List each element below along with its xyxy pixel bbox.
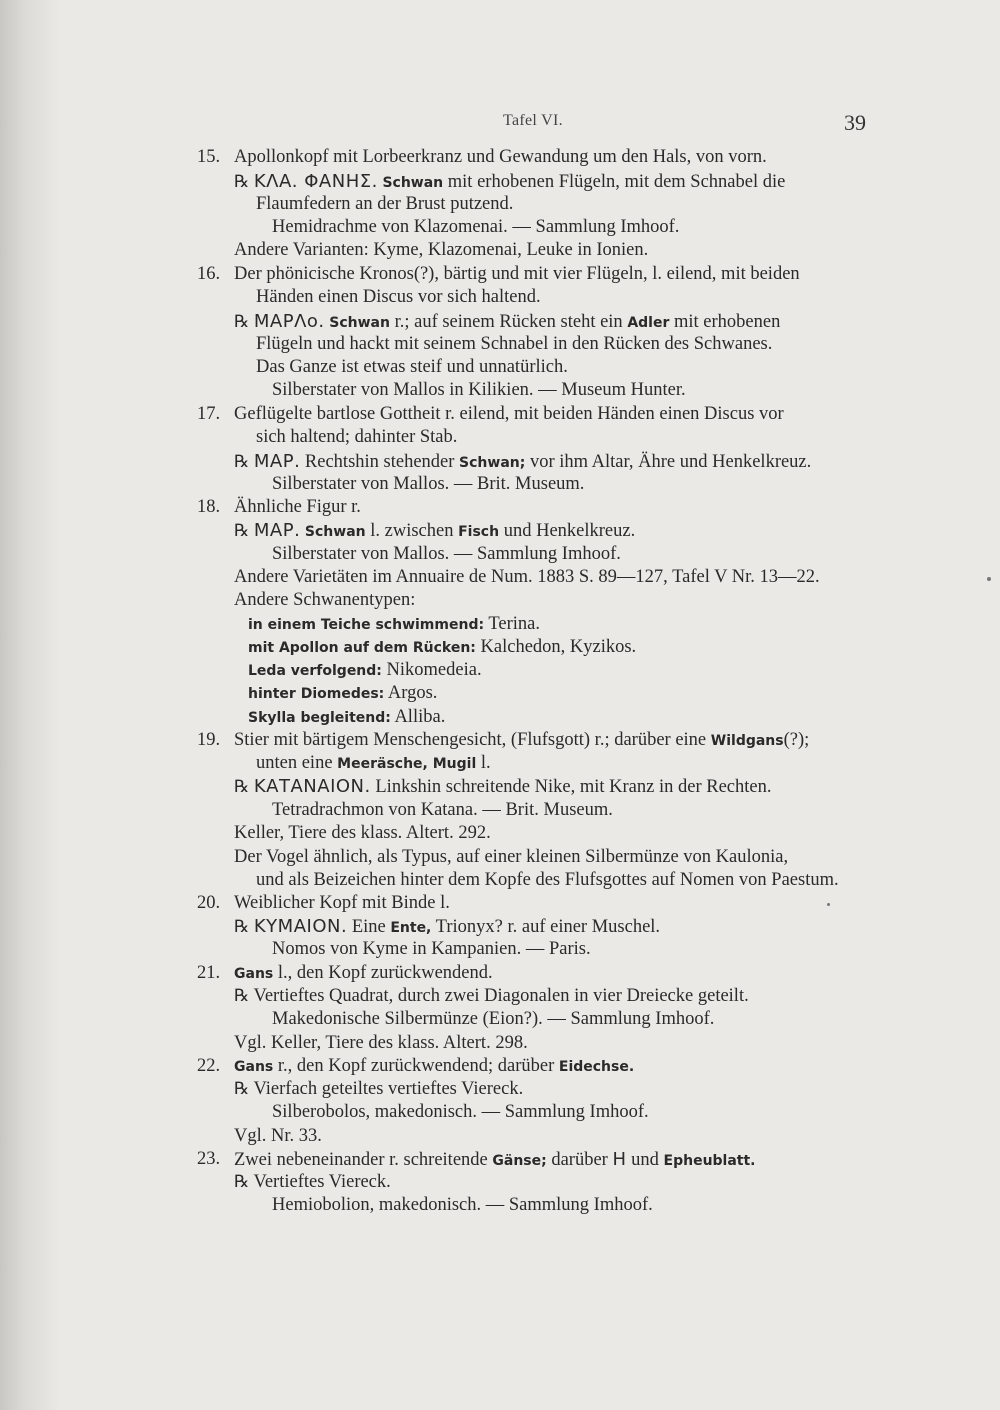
entry-line — [234, 1055, 634, 1078]
bold-term: Adler — [627, 315, 670, 331]
recipe-symbol: ℞ — [234, 777, 250, 797]
entry-text: Andere Schwanentypen: — [234, 590, 416, 610]
entry-number: 16. — [197, 264, 221, 284]
provenance: Silberobolos, makedonisch. — Sammlung Imhoof. — [272, 1102, 649, 1122]
reverse-line — [234, 915, 660, 938]
entry-text: Flügeln und hackt mit seinem Schnabel in den Rücken des Schwanes. — [256, 334, 773, 354]
page-number: 39 — [844, 110, 866, 135]
bold-term: Fisch — [458, 524, 500, 540]
entry-text: Händen einen Discus vor sich haltend. — [256, 287, 541, 307]
provenance: Hemiobolion, makedonisch. — Sammlung Imhoof. — [272, 1195, 653, 1215]
entry-text: Eine — [347, 917, 391, 937]
reverse-line — [234, 450, 811, 473]
entry-text: Vertieftes Viereck. — [249, 1172, 391, 1192]
recipe-symbol: ℞ — [234, 172, 250, 192]
bold-term: Wildgans — [710, 733, 784, 749]
recipe-symbol: ℞ — [234, 917, 250, 937]
running-header — [0, 110, 1000, 140]
bold-term: Ente, — [390, 920, 432, 936]
entry-text: Vertieftes Quadrat, durch zwei Diagonalen in vier Dreiecke geteilt. — [249, 986, 749, 1006]
entry-number: 18. — [197, 497, 221, 517]
greek-legend: ΚΑΤΑΝΑΙΟΝ. — [253, 776, 371, 797]
greek-letter: Η — [612, 1149, 627, 1170]
entry-text: Ähnliche Figur r. — [234, 497, 361, 517]
bold-term: Eidechse. — [558, 1059, 635, 1075]
entry-line — [234, 1148, 756, 1171]
reference: Keller, Tiere des klass. Altert. 292. — [234, 823, 491, 843]
reference: Vgl. Keller, Tiere des klass. Altert. 298. — [234, 1033, 528, 1053]
provenance: Nomos von Kyme in Kampanien. — Paris. — [272, 939, 591, 959]
type-list-item — [248, 613, 540, 636]
entry-text: und als Beizeichen hinter dem Kopfe des Flufsgottes auf Nomen von Paestum. — [256, 870, 839, 890]
bold-term: Epheublatt. — [663, 1153, 756, 1169]
recipe-symbol: ℞ — [234, 521, 250, 541]
entry-text: und — [626, 1150, 664, 1170]
entry-number: 19. — [197, 730, 221, 750]
entry-text: Andere Varietäten im Annuaire de Num. 1883 S. 89—127, Tafel V Nr. 13—22. — [234, 567, 820, 587]
recipe-symbol: ℞ — [234, 1172, 250, 1192]
entry-text: Apollonkopf mit Lorbeerkranz und Gewandung um den Hals, von vorn. — [234, 147, 767, 167]
entry-text: r.; auf seinem Rücken steht ein — [389, 312, 628, 332]
bold-term: mit Apollon auf dem Rücken: — [248, 640, 476, 656]
entry-text: unten eine — [256, 753, 338, 773]
greek-legend: ΚΥΜΑΙΟΝ. — [253, 916, 348, 937]
provenance: Makedonische Silbermünze (Eion?). — Sammlung Imhoof. — [272, 1009, 715, 1029]
entry-text: Stier mit bärtigem Menschengesicht, (Flufsgott) r.; darüber eine — [234, 730, 711, 750]
entry-number: 21. — [197, 963, 221, 983]
entry-text: l., den Kopf zurückwendend. — [273, 963, 493, 983]
bold-term: Gans — [234, 966, 274, 982]
entry-text: Zwei nebeneinander r. schreitende — [234, 1150, 493, 1170]
reverse-line — [234, 1078, 523, 1101]
entry-number: 15. — [197, 147, 221, 167]
reverse-line — [234, 310, 780, 333]
entry-text: Geflügelte bartlose Gottheit r. eilend, mit beiden Händen einen Discus vor — [234, 404, 784, 424]
provenance: Silberstater von Mallos. — Sammlung Imhoof. — [272, 544, 621, 564]
entry-text: sich haltend; dahinter Stab. — [256, 427, 458, 447]
entry-line — [234, 729, 809, 752]
entry-text: Weiblicher Kopf mit Binde l. — [234, 893, 450, 913]
bold-term: Gänse; — [492, 1153, 547, 1169]
entry-text: l. zwischen — [365, 521, 459, 541]
entry-number: 22. — [197, 1056, 221, 1076]
entry-text: mit erhobenen — [669, 312, 781, 332]
entry-text: Flaumfedern an der Brust putzend. — [256, 194, 514, 214]
entry-text: Trionyx? r. auf einer Muschel. — [431, 917, 661, 937]
provenance: Silberstater von Mallos. — Brit. Museum. — [272, 474, 585, 494]
entry-number: 23. — [197, 1149, 221, 1169]
plate-title: Tafel VI. — [503, 112, 563, 129]
type-list-item — [248, 706, 445, 729]
provenance: Silberstater von Mallos in Kilikien. — Museum Hunter. — [272, 380, 686, 400]
entry-text: Rechtshin stehender — [300, 452, 460, 472]
entry-text: Vierfach geteiltes vertieftes Viereck. — [249, 1079, 524, 1099]
provenance: Tetradrachmon von Katana. — Brit. Museum. — [272, 800, 613, 820]
recipe-symbol: ℞ — [234, 1079, 250, 1099]
entry-text: und Henkelkreuz. — [499, 521, 636, 541]
entry-text: (?); — [783, 730, 810, 750]
reverse-line — [234, 1171, 391, 1194]
entry-text: Linkshin schreitende Nike, mit Kranz in der Rechten. — [370, 777, 772, 797]
entry-text: Terina. — [484, 614, 540, 634]
entry-text: Der phönicische Kronos(?), bärtig und mit vier Flügeln, l. eilend, mit beiden — [234, 264, 800, 284]
entry-text: Das Ganze ist etwas steif und unnatürlich. — [256, 357, 568, 377]
entry-text: Alliba. — [390, 707, 446, 727]
greek-legend: ΚΛΑ. ΦΑΝΗΣ. — [253, 171, 378, 192]
bold-term: Leda verfolgend: — [248, 663, 382, 679]
reverse-line — [234, 775, 771, 798]
entry-text: Argos. — [384, 683, 438, 703]
entry-text: vor ihm Altar, Ähre und Henkelkreuz. — [525, 452, 812, 472]
reference: Vgl. Nr. 33. — [234, 1126, 322, 1146]
bold-term: Schwan — [304, 524, 366, 540]
bold-term: in einem Teiche schwimmend: — [248, 617, 485, 633]
provenance: Hemidrachme von Klazomenai. — Sammlung Imhoof. — [272, 217, 680, 237]
entry-text: r., den Kopf zurückwendend; darüber — [273, 1056, 559, 1076]
entry-text: Kalchedon, Kyzikos. — [475, 637, 637, 657]
entry-number: 20. — [197, 893, 221, 913]
recipe-symbol: ℞ — [234, 452, 250, 472]
entry-line — [256, 752, 491, 775]
entry-line — [234, 962, 493, 985]
type-list-item — [248, 682, 437, 705]
greek-legend: ΜΑΡΛο. — [253, 311, 325, 332]
page-edge-shadow — [0, 0, 60, 1410]
reverse-line — [234, 170, 785, 193]
entry-text: Andere Varianten: Kyme, Klazomenai, Leuke in Ionien. — [234, 240, 649, 260]
type-list-item — [248, 659, 482, 682]
recipe-symbol: ℞ — [234, 312, 250, 332]
reverse-line — [234, 985, 749, 1008]
entry-text: Nikomedeia. — [381, 660, 482, 680]
bold-term: hinter Diomedes: — [248, 686, 385, 702]
bold-term: Gans — [234, 1059, 274, 1075]
scan-speck — [987, 577, 991, 581]
entry-text: Der Vogel ähnlich, als Typus, auf einer kleinen Silbermünze von Kaulonia, — [234, 847, 789, 867]
bold-term: Schwan — [329, 315, 390, 331]
bold-term: Meeräsche, Mugil — [337, 756, 477, 772]
greek-legend: ΜΑΡ. — [253, 520, 301, 541]
bold-term: Skylla begleitend: — [248, 710, 391, 726]
scan-speck — [827, 903, 830, 906]
entry-text: l. — [476, 753, 491, 773]
greek-legend: ΜΑΡ. — [253, 451, 301, 472]
reverse-line — [234, 519, 635, 542]
recipe-symbol: ℞ — [234, 986, 250, 1006]
bold-term: Schwan; — [459, 455, 526, 471]
bold-term: Schwan — [382, 175, 444, 191]
entry-number: 17. — [197, 404, 221, 424]
entry-text: darüber — [546, 1150, 613, 1170]
type-list-item — [248, 636, 636, 659]
entry-text: mit erhobenen Flügeln, mit dem Schnabel die — [443, 172, 786, 192]
